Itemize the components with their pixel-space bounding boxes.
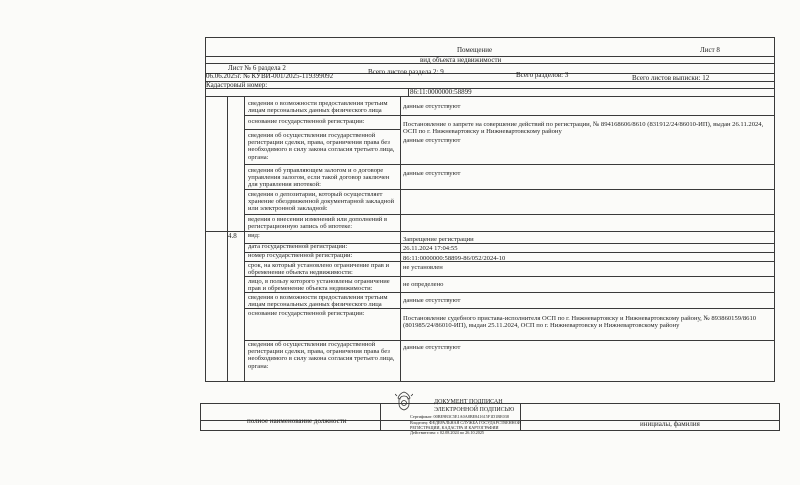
table-row-label: лицо, в пользу которого установлены ограничение прав и обременение объекта недвижимости: xyxy=(248,278,390,293)
stamp-line: Действителен: с 02.08.2024 по 26.10.2025 xyxy=(410,430,485,435)
date-number: 06.06.2025г. № КУВИ-001/2025-119399092 xyxy=(206,72,334,80)
item-number: 4.8 xyxy=(228,232,237,240)
footer-divider xyxy=(520,403,521,430)
header-top-border xyxy=(205,37,775,38)
table-row-value: данные отсутствуют xyxy=(403,297,461,304)
table-right-border xyxy=(774,96,775,381)
table-row-label: сведения об осуществлении государственной регистрации сделки, права, ограничения права без необходимого в силу закона согласия третьего лица, органа: xyxy=(248,132,395,161)
table-sub-col xyxy=(244,96,245,381)
header-divider xyxy=(205,88,775,89)
room-title: Помещение xyxy=(457,46,493,54)
table-row-label: основание государственной регистрации: xyxy=(248,118,365,125)
row-divider xyxy=(244,214,774,215)
footer-left-border xyxy=(200,403,201,430)
footer-divider xyxy=(380,403,381,430)
table-row-value: Постановление о запрете на совершение действий по регистрации, № 894168606/8610 (831912/24/86010-ИП), выдан 26.11.2024, ОСП по г. Нижневартовску и Нижневартовскому району xyxy=(403,121,764,136)
table-row-label: основание государственной регистрации: xyxy=(248,310,365,317)
table-row-value: Запрещение регистрации xyxy=(403,236,474,243)
sheet-section: Лист № 6 раздела 2 xyxy=(228,64,286,72)
total-sections: Всего разделов: 3 xyxy=(516,71,569,79)
table-row-label: сведения о депозитарии, который осуществляет хранение обездвиженной документарной закладной или электронной закладной: xyxy=(248,191,395,213)
table-row-label: ведения о внесении изменений или дополнений в регистрационную запись об ипотеке: xyxy=(248,216,388,231)
table-row-value: Постановление судебного пристава-исполнителя ОСП по г. Нижневартовску и Нижневартовскому району, № 893860159/8610 (801985/24/86010-ИП), выдан 25.11.2024, ОСП по г. Нижневартовску и Нижневартовскому району xyxy=(403,315,757,330)
table-row-label: дата государственной регистрации: xyxy=(248,243,348,250)
stamp-line: ЭЛЕКТРОННОЙ ПОДПИСЬЮ xyxy=(434,407,515,413)
table-row-label: номер государственной регистрации: xyxy=(248,252,353,259)
position-label: полное наименование должности xyxy=(247,417,347,425)
name-label: инициалы, фамилия xyxy=(640,420,700,428)
stamp-line: РЕГИСТРАЦИИ, КАДАСТРА И КАРТОГРАФИИ xyxy=(410,425,499,430)
table-row-label: сведения о возможности предоставления третьим лицам персональных данных физического лица xyxy=(248,294,388,309)
row-divider xyxy=(244,189,774,190)
table-row-value: данные отсутствуют xyxy=(403,103,461,110)
footer-right-border xyxy=(779,403,780,430)
total-sheets-extract: Всего листов выписки: 12 xyxy=(632,74,710,82)
cadastral-label: Кадастровый номер: xyxy=(206,81,268,89)
table-row-value: данные отсутствуют xyxy=(403,170,461,177)
stamp-line: Сертификат: 00BE9B3C5E1A0A8BE841615F1D1BE038 xyxy=(410,414,509,419)
row-divider xyxy=(244,292,774,293)
table-row-label: вид: xyxy=(248,232,260,239)
stamp-line: Владелец: ФЕДЕРАЛЬНАЯ СЛУЖБА ГОСУДАРСТВЕННОЙ xyxy=(410,420,521,425)
row-divider xyxy=(244,308,774,309)
table-top-border xyxy=(205,96,775,97)
table-row-value: 26.11.2024 17:04:55 xyxy=(403,245,458,252)
total-sheets-section: Всего листов раздела 2: 9 xyxy=(368,68,444,76)
table-value-col xyxy=(400,96,401,381)
table-row-label: срок, на который установлено ограничение прав и обременение объекта недвижимости: xyxy=(248,262,390,277)
table-row-label: сведения об управляющем залогом и о договоре управления залогом, если такой договор заключен для управления ипотекой: xyxy=(248,167,390,189)
header-right-border xyxy=(774,37,775,97)
row-divider xyxy=(244,129,400,130)
table-bottom-border xyxy=(205,381,775,382)
row-divider xyxy=(244,276,774,277)
row-divider xyxy=(244,115,774,116)
cadastral-value: 86:11:0000000:58899 xyxy=(410,88,472,96)
table-row-value: данные отсутствуют xyxy=(403,344,461,351)
coat-of-arms-icon xyxy=(395,390,413,412)
table-row-label: сведения о возможности предоставления третьим лицам персональных данных физического лица xyxy=(248,100,388,115)
table-row-value: не определено xyxy=(403,281,444,288)
table-row-value: данные отсутствуют xyxy=(403,137,461,144)
table-left-border xyxy=(205,96,206,381)
table-row-value: не установлен xyxy=(403,264,443,271)
table-row-label: сведения об осуществлении государственной регистрации сделки, права, ограничения права без необходимого в силу закона согласия третьего лица, органа: xyxy=(248,341,395,370)
row-divider xyxy=(244,164,774,165)
object-type: вид объекта недвижимости xyxy=(420,56,502,64)
stamp-line: ДОКУМЕНТ ПОДПИСАН xyxy=(434,399,503,405)
sheet-number: Лист 8 xyxy=(700,46,720,54)
table-row-value: 86:11:0000000:58899-86/052/2024-10 xyxy=(403,255,506,262)
